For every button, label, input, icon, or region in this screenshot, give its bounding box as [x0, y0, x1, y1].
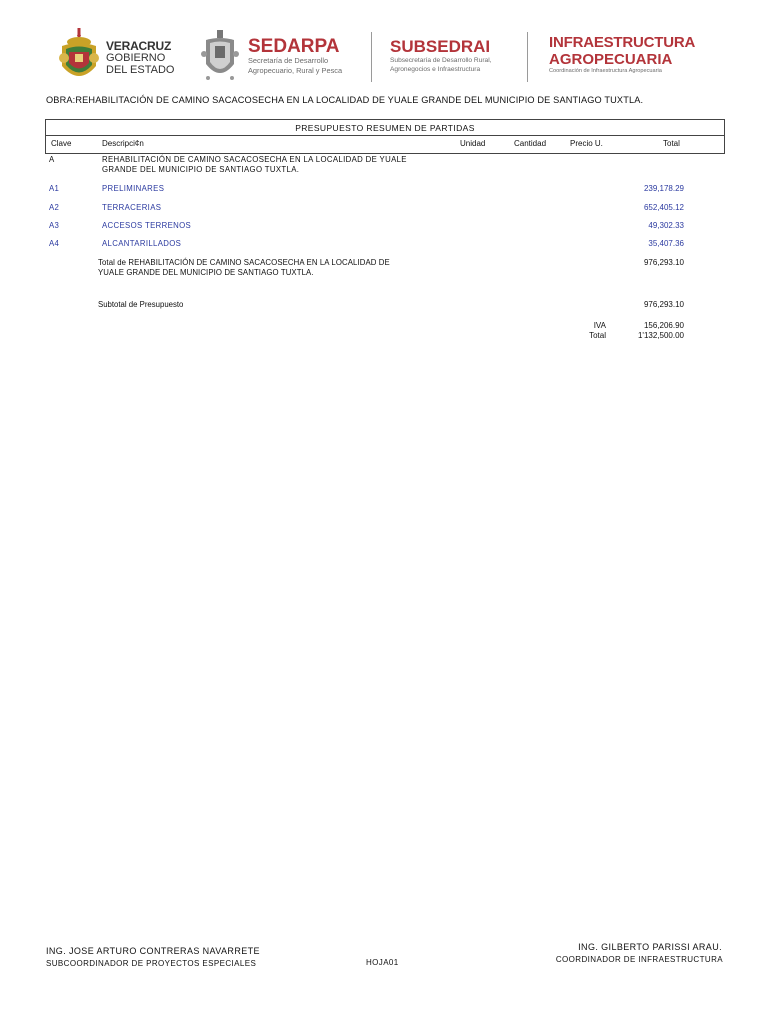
col-clave: Clave	[51, 139, 72, 148]
row-descripcion: ALCANTARILLADOS	[102, 239, 182, 248]
col-cantidad: Cantidad	[514, 139, 547, 148]
row-clave: A1	[49, 184, 60, 193]
subsedrai-sub2: Agronegocios e Infraestructura	[390, 66, 481, 73]
sedarpa-logo	[200, 28, 360, 86]
infra-line2: AGROPECUARIA	[549, 51, 673, 68]
divider	[371, 32, 372, 82]
row-clave: A2	[49, 203, 60, 212]
row-clave: A3	[49, 221, 60, 230]
row-descripcion: TERRACERIAS	[102, 203, 162, 212]
table-title: PRESUPUESTO RESUMEN DE PARTIDAS	[295, 123, 475, 133]
veracruz-line1: VERACRUZ	[106, 39, 172, 53]
sedarpa-sub2: Agropecuario, Rural y Pesca	[248, 66, 343, 75]
row-total: 35,407.36	[648, 239, 684, 248]
row-total: 239,178.29	[643, 184, 684, 193]
veracruz-logo	[56, 28, 175, 86]
veracruz-shield-icon	[56, 28, 102, 86]
infra-line1: INFRAESTRUCTURA	[549, 34, 696, 51]
infra-sub: Coordinación de Infraestructura Agropecuaria	[549, 68, 662, 74]
subtotal-label: Subtotal de Presupuesto	[98, 300, 184, 309]
page-number: HOJA01	[366, 958, 399, 967]
table-header	[45, 119, 725, 154]
header-bottom-rule	[45, 153, 724, 154]
header-divider	[46, 135, 724, 136]
grand-total-value: 1'132,500.00	[637, 331, 684, 340]
subsedrai-name: SUBSEDRAI	[390, 37, 491, 56]
sedarpa-name: SEDARPA	[248, 36, 340, 57]
left-signer-title: SUBCOORDINADOR DE PROYECTOS ESPECIALES	[46, 959, 257, 968]
obra-title: OBRA:REHABILITACIÓN DE CAMINO SACACOSECHA EN LA LOCALIDAD DE YUALE GRANDE DEL MUNICIPIO DE SANTIAGO TUXTLA.	[46, 95, 644, 105]
sedarpa-sub1: Secretaría de Desarrollo	[248, 56, 329, 65]
grand-total-label: Total	[589, 331, 606, 340]
col-descripcion: Descripci¢n	[102, 139, 144, 148]
col-precio: Precio U.	[570, 139, 603, 148]
subsedrai-sub1: Subsecretaría de Desarrollo Rural,	[390, 57, 492, 64]
veracruz-line3: DEL ESTADO	[106, 64, 175, 76]
subtotal-value: 976,293.10	[643, 300, 684, 309]
col-unidad: Unidad	[460, 139, 486, 148]
row-descripcion: PRELIMINARES	[102, 184, 165, 193]
row-total: 652,405.12	[643, 203, 684, 212]
row-total: 49,302.33	[648, 221, 684, 230]
root-desc-line1: REHABILITACIÓN DE CAMINO SACACOSECHA EN LA LOCALIDAD DE YUALE	[102, 155, 407, 164]
row-clave: A4	[49, 239, 60, 248]
row-descripcion: ACCESOS TERRENOS	[102, 221, 192, 230]
iva-label: IVA	[593, 321, 606, 330]
sedarpa-emblem-icon	[200, 28, 240, 84]
left-signer-name: ING. JOSE ARTURO CONTRERAS NAVARRETE	[46, 946, 260, 956]
col-total: Total	[663, 139, 680, 148]
divider	[527, 32, 528, 82]
iva-value: 156,206.90	[643, 321, 684, 330]
subsedrai-logo	[390, 28, 525, 86]
header-logos	[56, 28, 716, 86]
total-desc-line2: YUALE GRANDE DEL MUNICIPIO DE SANTIAGO TUXTLA.	[98, 268, 314, 277]
total-desc-line1: Total de REHABILITACIÓN DE CAMINO SACACOSECHA EN LA LOCALIDAD DE	[98, 258, 390, 267]
infraestructura-logo	[549, 28, 719, 86]
veracruz-line2: GOBIERNO	[106, 52, 166, 64]
root-desc-line2: GRANDE DEL MUNICIPIO DE SANTIAGO TUXTLA.	[102, 165, 300, 174]
right-signer-name: ING. GILBERTO PARISSI ARAU.	[578, 942, 722, 952]
root-clave: A	[49, 155, 55, 164]
right-signer-title: COORDINADOR DE INFRAESTRUCTURA	[555, 955, 723, 964]
total-value: 976,293.10	[643, 258, 684, 267]
